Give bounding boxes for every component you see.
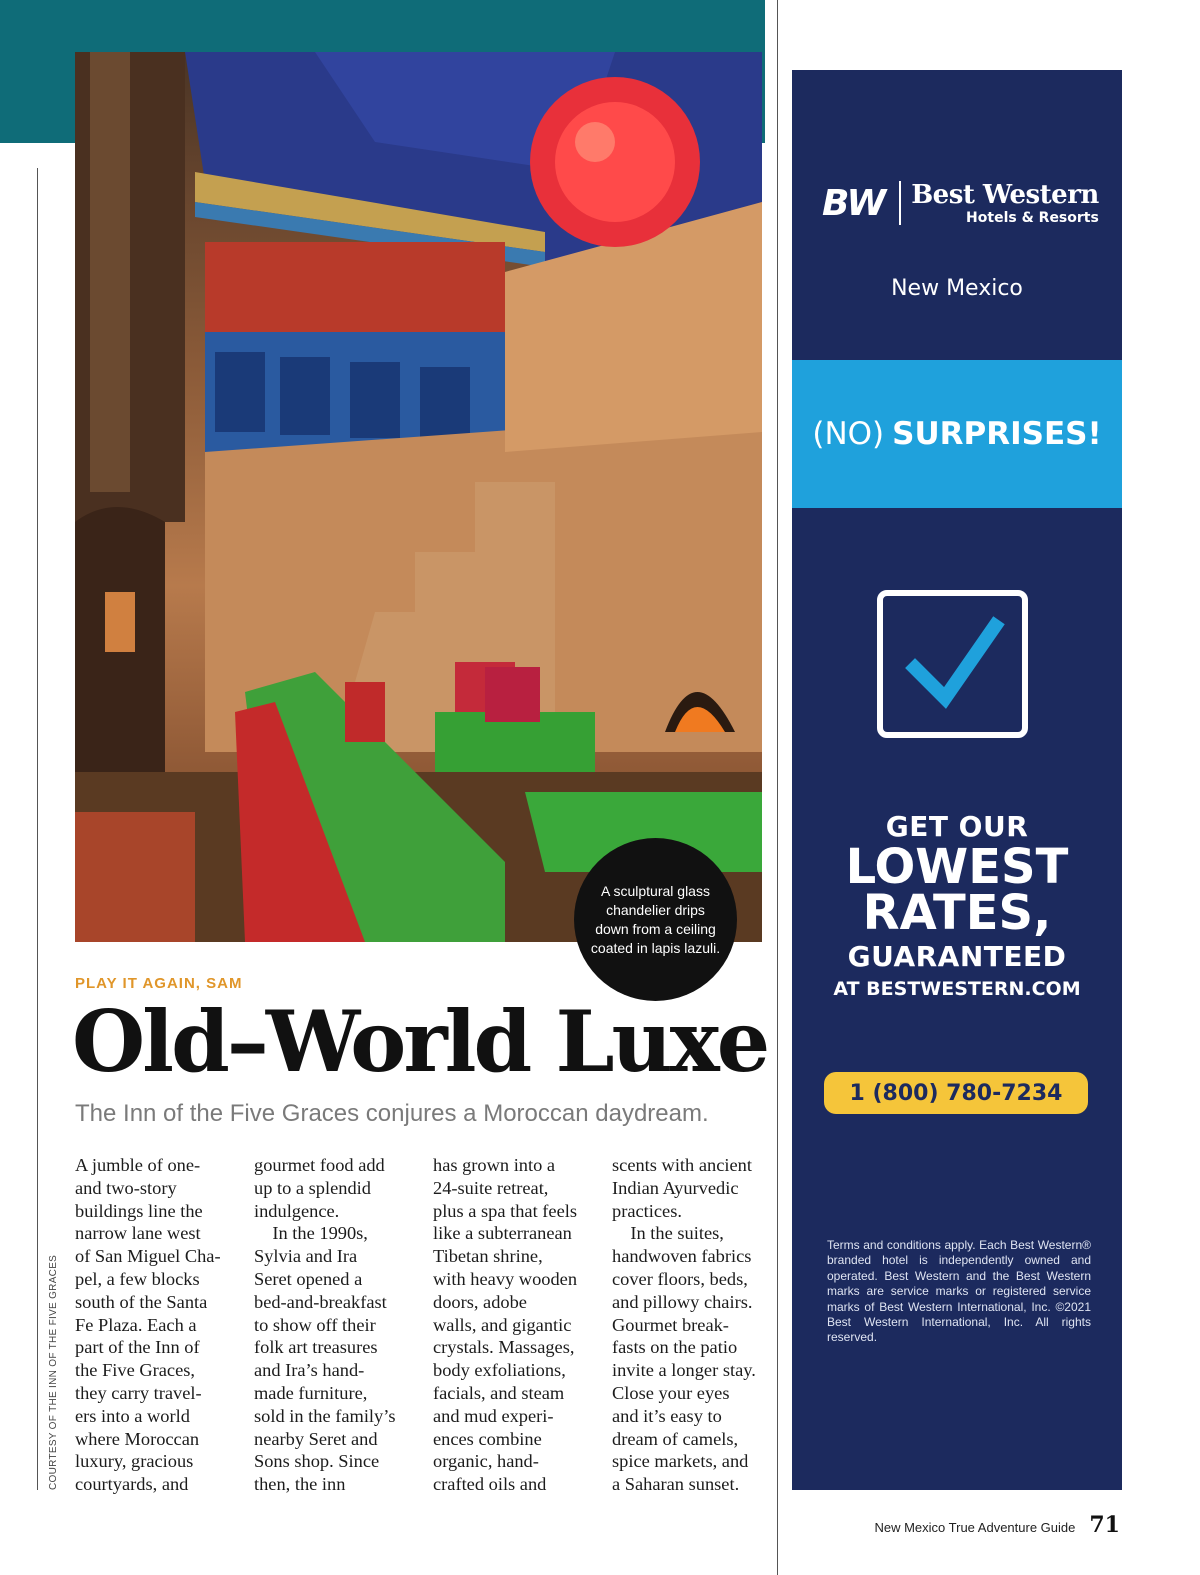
ad-line-get-our: GET OUR — [885, 810, 1029, 843]
body-column-1: A jumble of one- and two-story buildings line the narrow lane west of San Miguel Cha- pel, a few blocks south of the Santa Fe Plaza. Each a part of the Inn of the Five Graces, they carry travel- ers into a world where Moroccan luxury, gracious courtyards, and — [75, 1155, 221, 1495]
band-surprises: SURPRISES! — [892, 416, 1102, 452]
headline: Old–World Luxe — [72, 992, 768, 1091]
ad-region: New Mexico — [891, 276, 1023, 301]
no-surprises-band — [792, 360, 1122, 508]
ad-line-guaranteed: GUARANTEED — [847, 940, 1067, 973]
photo-credit: COURTESY OF THE INN OF THE FIVE GRACES — [48, 1254, 59, 1490]
ad-line-lowest-rates — [792, 839, 1122, 941]
brand-name: Best Western — [911, 180, 1099, 210]
best-western-ad[interactable] — [792, 70, 1122, 1490]
kicker: PLAY IT AGAIN, SAM — [75, 975, 243, 992]
gutter-rule — [777, 0, 778, 1575]
inn-lounge-photo — [75, 52, 762, 942]
ad-website[interactable]: AT BESTWESTERN.COM — [833, 978, 1081, 1000]
photo-caption-bubble — [574, 838, 737, 1001]
folio — [874, 1512, 1120, 1538]
checkmark-icon — [877, 590, 1028, 738]
page-number: 71 — [1089, 1512, 1120, 1538]
folio-title: New Mexico True Adventure Guide — [874, 1520, 1076, 1535]
best-western-logo — [822, 180, 1099, 226]
band-no: (NO) — [812, 416, 885, 452]
dek: The Inn of the Five Graces conjures a Moroccan daydream. — [75, 1100, 709, 1127]
ad-phone-number[interactable]: 1 (800) 780-7234 — [824, 1072, 1088, 1114]
body-column-4: scents with ancient Indian Ayurvedic practices. In the suites, handwoven fabrics cover floors, beds, and pillowy chairs. Gourmet break- fasts on the patio invite a longer stay. Close your eyes and it’s easy to dream of camels, spice markets, and a Saharan sunset. — [612, 1155, 756, 1495]
brand-subtitle: Hotels & Resorts — [966, 210, 1099, 226]
ad-line-lowest: LOWEST — [845, 839, 1069, 895]
bw-monogram: BW — [822, 182, 886, 224]
ad-line-rates: RATES, — [862, 885, 1052, 941]
logo-divider — [899, 181, 901, 225]
left-rule — [37, 168, 38, 1490]
body-column-2: gourmet food add up to a splendid indulgence. In the 1990s, Sylvia and Ira Seret opened a bed-and-breakfast to show off their folk art treasures and Ira’s hand- made furniture, sold in the family’s nearby Seret and Sons shop. Since then, the inn — [254, 1155, 396, 1495]
ad-legal-text: Terms and conditions apply. Each Best Western® branded hotel is independently owned and operated. Best Western and the Best Western marks are service marks or registered service marks of Best Western International, Inc. ©2021 Best Western International, Inc. All rights reserved. — [827, 1238, 1091, 1345]
body-column-3: has grown into a 24-suite retreat, plus a spa that feels like a subterranean Tibetan shrine, with heavy wooden doors, adobe walls, and gigantic crystals. Massages, body exfoliations, facials, and steam and mud experi- ences combine organic, hand- crafted oils and — [433, 1155, 578, 1495]
photo-caption-text: A sculptural glass chandelier drips down from a ceiling coated in lapis lazuli. — [590, 882, 721, 956]
